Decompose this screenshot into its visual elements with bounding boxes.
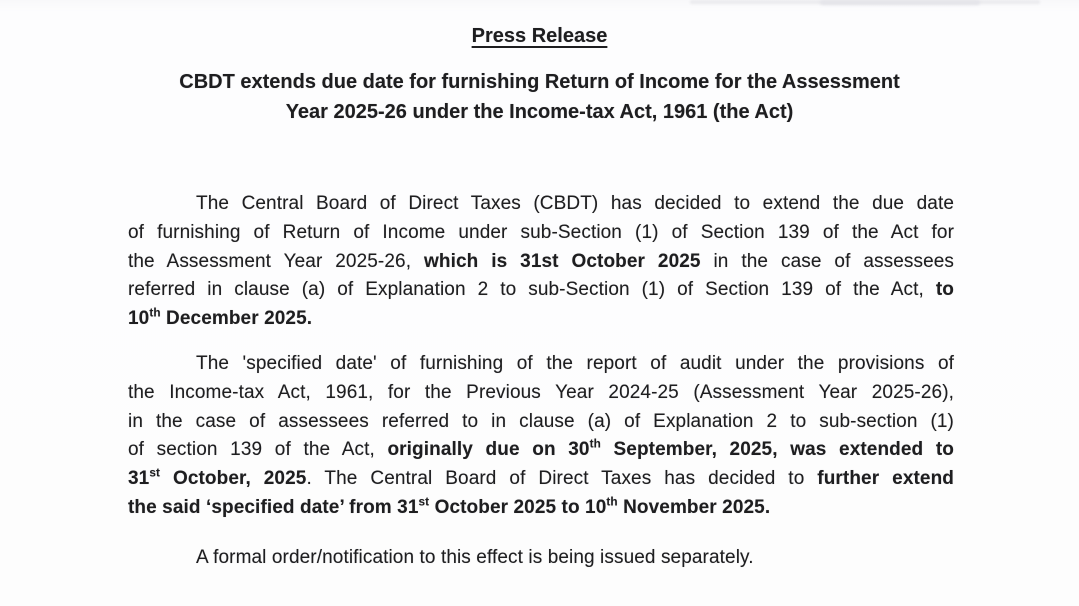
text-segment: September, 2025, was extended to [600,439,955,461]
text-segment: th [149,306,161,320]
text-line [128,494,954,523]
text-segment: of section 139 of the Act, [128,439,388,461]
text-segment: December 2025. [160,308,313,330]
text-segment: 31 [128,468,150,490]
text-segment: which is 31st October 2025 [423,250,701,272]
text-segment: November 2025. [617,496,771,518]
text-line [128,350,954,379]
text-line [128,305,954,334]
text-segment: October 2025 to 10 [429,496,607,518]
text-line [128,465,954,494]
text-segment: the Income-tax Act, 1961, for the Previous Year 2024-25 (Assessment Year 2025-26), [128,381,954,403]
text-segment: in the case of assessees [700,250,955,272]
text-segment: October, 2025 [160,468,307,490]
text-segment: the said ‘specified date’ from 31 [128,496,419,518]
text-line [128,379,954,408]
text-line [128,544,954,573]
text-line [128,436,954,465]
text-segment: . The Central Board of Direct Taxes has decided to [306,468,818,490]
text-segment: th [589,438,601,452]
text-line [128,408,954,437]
document-title [0,68,1079,127]
paragraph-closing [128,544,954,573]
paragraph-return-of-income [128,190,954,334]
text-segment: the Assessment Year 2025-26, [128,250,424,272]
press-release-label: Press Release [471,25,608,47]
text-segment: th [606,495,618,509]
text-segment: st [418,495,430,509]
text-segment: The 'specified date' of furnishing of the report of audit under the provisions of [196,353,954,374]
text-segment: referred in clause (a) of Explanation 2 to sub-Section (1) of Section 139 of the Act, [128,279,936,301]
text-segment: The Central Board of Direct Taxes (CBDT) has decided to extend the due date [196,193,954,214]
text-segment: further extend [817,468,954,490]
document-title-line-2: Year 2025-26 under the Income-tax Act, 1961 (the Act) [285,100,794,123]
scan-crop-artifact [820,0,980,5]
paragraph-audit-report [128,350,954,523]
text-segment: in the case of assessees referred to in clause (a) of Explanation 2 to sub-section (1) [128,410,954,432]
text-segment: to [935,279,954,301]
text-line [128,276,954,305]
text-line [128,190,954,219]
text-line [128,248,954,277]
text-segment: st [149,466,161,480]
document-title-line-1: CBDT extends due date for furnishing Return of Income for the Assessment [179,71,900,93]
text-segment: of furnishing of Return of Income under sub-Section (1) of Section 139 of the Act for [128,221,954,243]
text-line [128,219,954,248]
press-release-heading [0,22,1079,50]
text-segment: A formal order/notification to this effect is being issued separately. [196,547,754,568]
text-segment: originally due on 30 [387,439,590,461]
text-segment: 10 [128,308,150,330]
